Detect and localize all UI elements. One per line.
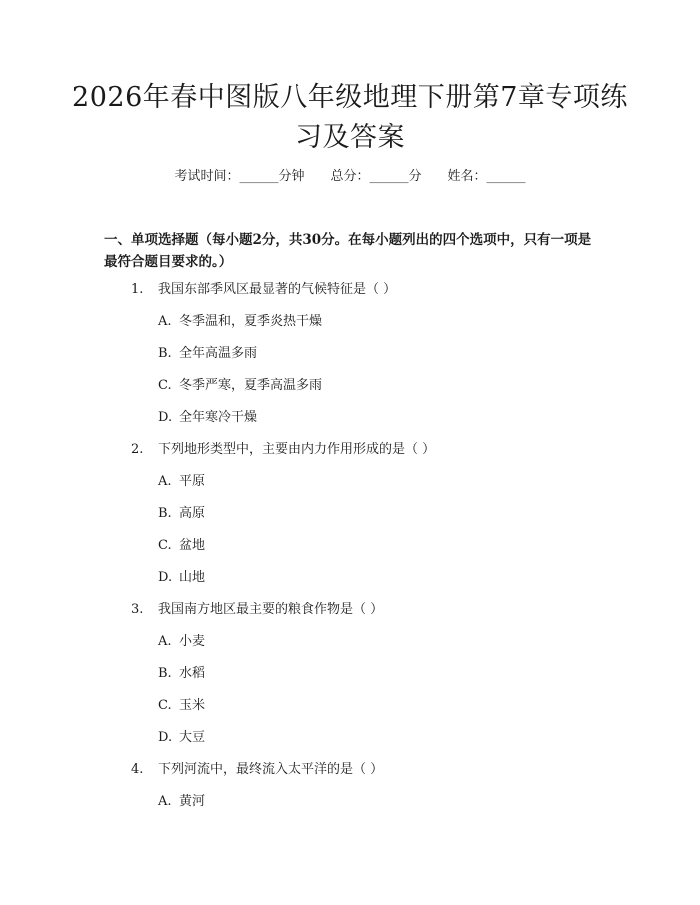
- question-2-option-d: [158, 569, 205, 587]
- option-text: 全年高温多雨: [179, 346, 258, 361]
- question-text: 我国东部季风区最显著的气候特征是（ ）: [158, 282, 397, 297]
- option-letter: C.: [158, 378, 172, 393]
- question-number: 4.: [131, 762, 144, 777]
- option-letter: A.: [158, 474, 172, 489]
- option-text: 玉米: [179, 698, 206, 713]
- question-text: 下列河流中，最终流入太平洋的是（ ）: [158, 762, 384, 777]
- question-1-option-c: [158, 377, 322, 395]
- question-4: [131, 761, 383, 779]
- document-title: 2026年春中图版八年级地理下册第7章专项练习及答案: [72, 82, 628, 153]
- total-score-label: 总分：______分: [330, 169, 422, 184]
- question-2: [131, 441, 435, 459]
- option-text: 小麦: [179, 634, 206, 649]
- question-1-option-d: [158, 409, 257, 427]
- question-3-option-a: [158, 633, 205, 651]
- question-1: [131, 281, 396, 299]
- question-3-option-d: [158, 729, 205, 747]
- option-text: 冬季严寒，夏季高温多雨: [179, 378, 323, 393]
- option-letter: A.: [158, 314, 172, 329]
- option-letter: C.: [158, 538, 172, 553]
- option-text: 冬季温和，夏季炎热干燥: [179, 314, 323, 329]
- option-letter: B.: [158, 346, 172, 361]
- option-letter: B.: [158, 506, 172, 521]
- question-number: 2.: [131, 442, 144, 457]
- question-text: 我国南方地区最主要的粮食作物是（ ）: [158, 602, 384, 617]
- question-3-option-b: [158, 665, 205, 683]
- question-2-option-a: [158, 473, 205, 491]
- option-letter: A.: [158, 794, 172, 809]
- option-letter: D.: [158, 730, 173, 745]
- option-letter: C.: [158, 698, 172, 713]
- exam-meta-line: [0, 168, 700, 186]
- option-text: 高原: [179, 506, 206, 521]
- exam-time-label: 考试时间：______分钟: [174, 169, 305, 184]
- option-text: 水稻: [179, 666, 206, 681]
- question-3-option-c: [158, 697, 205, 715]
- option-text: 山地: [179, 570, 206, 585]
- option-letter: D.: [158, 570, 173, 585]
- question-text: 下列地形类型中，主要由内力作用形成的是（ ）: [158, 442, 436, 457]
- question-4-option-a: [158, 793, 205, 811]
- question-3: [131, 601, 383, 619]
- question-1-option-a: [158, 313, 322, 331]
- option-letter: A.: [158, 634, 172, 649]
- question-number: 1.: [131, 282, 144, 297]
- option-text: 大豆: [179, 730, 206, 745]
- option-text: 盆地: [179, 538, 206, 553]
- question-2-option-b: [158, 505, 205, 523]
- question-number: 3.: [131, 602, 144, 617]
- question-2-option-c: [158, 537, 205, 555]
- student-name-label: 姓名：______: [447, 169, 526, 184]
- option-text: 平原: [179, 474, 206, 489]
- option-letter: D.: [158, 410, 173, 425]
- option-text: 黄河: [179, 794, 206, 809]
- option-letter: B.: [158, 666, 172, 681]
- question-1-option-b: [158, 345, 257, 363]
- section-heading: 一、单项选择题（每小题2分，共30分。在每小题列出的四个选项中，只有一项是最符合题目要求的。）: [104, 232, 592, 270]
- option-text: 全年寒冷干燥: [179, 410, 258, 425]
